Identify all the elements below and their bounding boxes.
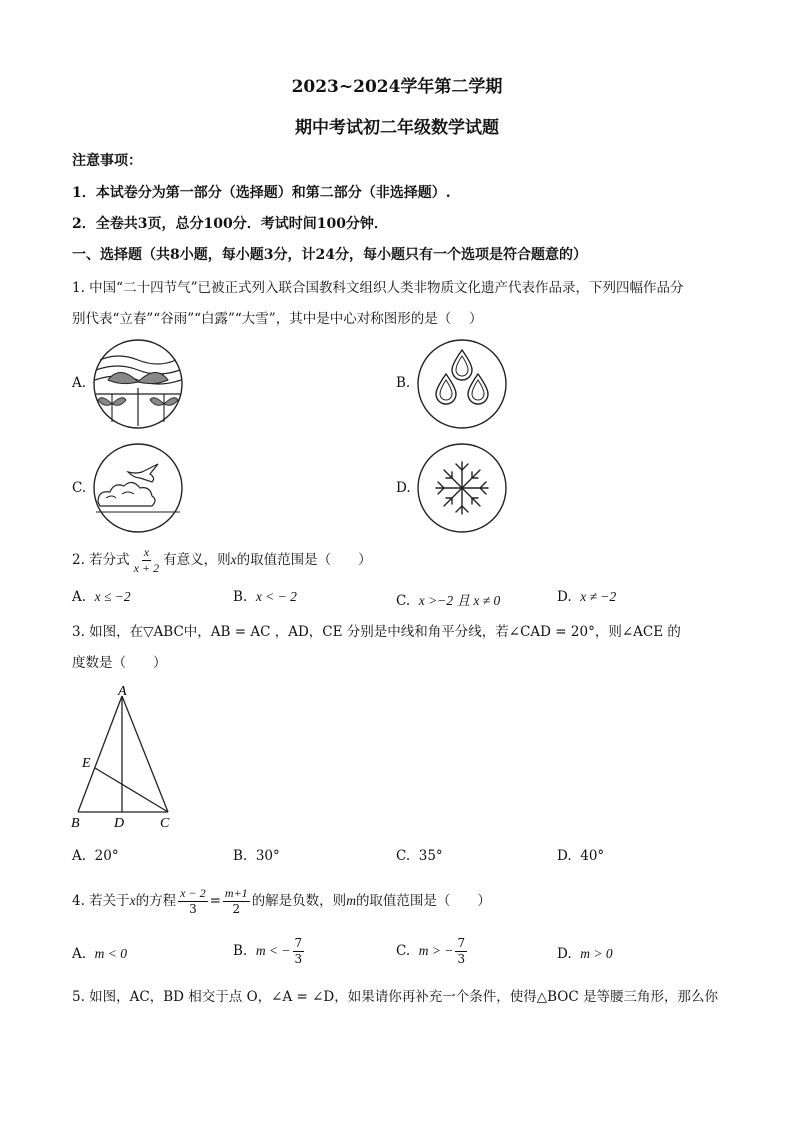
- q4-fraction-1: [178, 886, 207, 917]
- segment-ab: [78, 696, 122, 812]
- notes-heading: 注意事项：: [72, 153, 142, 169]
- q4-fraction-2: [223, 886, 250, 917]
- q1-line2: 别代表“立春”“谷雨”“白露”“大雪”，其中是中心对称图形的是（ ）: [72, 311, 483, 327]
- q3-option-d-text: 40°: [580, 848, 605, 864]
- q1-option-c-label: C.: [72, 480, 87, 496]
- q3-option-c-text: 35°: [418, 848, 443, 864]
- q2-option-a-label: A.: [72, 589, 87, 605]
- label-e: E: [82, 756, 91, 771]
- q2-option-d-label: D.: [557, 589, 572, 605]
- lichun-sprout-icon: [92, 338, 184, 430]
- label-b: B: [71, 816, 80, 831]
- q4-option-d-text: m > 0: [580, 946, 613, 961]
- q4-suffix-b: 的取值范围是（ ）: [355, 893, 491, 909]
- q4-f2-den: 2: [232, 902, 241, 916]
- segment-ce: [95, 768, 168, 812]
- q2-option-c-text: x >−2 且 x ≠ 0: [418, 593, 501, 608]
- q4-option-c-label: C.: [396, 943, 411, 959]
- q3-option-c-label: C.: [396, 848, 411, 864]
- q2-frac-num: x: [143, 545, 150, 559]
- notes-item-1: 1．本试卷分为第一部分（选择题）和第二部分（非选择题）.: [72, 185, 451, 201]
- q3-option-c: [396, 848, 443, 864]
- q2-option-d-text: x ≠ −2: [580, 589, 617, 604]
- q4-option-d: [557, 946, 613, 962]
- q4-option-a-label: A.: [72, 946, 87, 962]
- q4-option-d-label: D.: [557, 946, 572, 962]
- q3-line2: 度数是（ ）: [72, 655, 167, 671]
- q2-option-b: [233, 589, 297, 605]
- section-1-heading: 一、选择题（共8小题，每小题3分，计24分，每小题只有一个选项是符合题意的）: [72, 247, 587, 263]
- q4-f1-den: 3: [189, 902, 197, 916]
- label-c: C: [160, 816, 170, 831]
- q2-var: x: [230, 552, 237, 567]
- guyu-raindrops-icon: [416, 338, 508, 430]
- q5-line1: 5. 如图，AC，BD 相交于点 O，∠A = ∠D，如果请你再补充一个条件，使得△BOC 是等腰三角形，那么你: [72, 989, 718, 1005]
- q4-equals: =: [209, 893, 221, 909]
- q4-option-a: [72, 946, 127, 962]
- segment-ac: [122, 696, 168, 812]
- q2-option-b-label: B.: [233, 589, 248, 605]
- q2-option-d: [557, 589, 616, 605]
- q4-var-x: x: [129, 893, 136, 908]
- q2-stem: [72, 545, 372, 576]
- q2-prefix: 2. 若分式: [72, 552, 130, 568]
- notes-item-2: 2．全卷共3页，总分100分．考试时间100分钟．: [72, 216, 388, 232]
- q4-mid: 的方程: [135, 893, 177, 909]
- q3-option-b: [233, 848, 280, 864]
- q2-option-c-label: C.: [396, 593, 411, 609]
- q4-option-c-text: m > −: [418, 943, 454, 958]
- q4-option-b-label: B.: [233, 943, 248, 959]
- q3-option-a-label: A.: [72, 848, 87, 864]
- q3-option-d-label: D.: [557, 848, 572, 864]
- label-a: A: [118, 684, 127, 699]
- q4-option-b: [233, 936, 306, 967]
- q3-line1: 3. 如图，在▽ABC中，AB = AC ，AD，CE 分别是中线和角平分线，若∠CAD = 20°，则∠ACE 的: [72, 624, 681, 640]
- q1-line1: 1. 中国“二十四节气”已被正式列入联合国教科文组织人类非物质文化遗产代表作品录，下列四幅作品分: [72, 280, 684, 296]
- bailu-bird-cloud-icon: [92, 442, 184, 534]
- q4-option-b-frac: $\frac{7}{3}$: [294, 936, 303, 966]
- exam-title-line2: 期中考试初二年级数学试题: [295, 118, 499, 138]
- q4-f2-num: m+1: [224, 886, 248, 900]
- q2-option-c: [396, 589, 500, 609]
- q3-option-a-text: 20°: [94, 848, 119, 864]
- label-d: D: [114, 816, 125, 831]
- q4-option-b-text: m < −: [255, 943, 291, 958]
- q4-option-c-frac: $\frac{7}{3}$: [457, 936, 466, 966]
- q2-suffix-a: 有意义，则: [163, 552, 231, 568]
- q4-f1-num: x − 2: [180, 886, 206, 900]
- q1-option-a-label: A.: [72, 375, 87, 391]
- q4-prefix: 4. 若关于: [72, 893, 130, 909]
- q1-option-b-label: B.: [396, 375, 411, 391]
- q2-fraction: [132, 545, 161, 576]
- q2-option-b-text: x < − 2: [255, 589, 297, 604]
- q2-option-a-text: x ≤ −2: [94, 589, 131, 604]
- daxue-snowflake-icon: [416, 442, 508, 534]
- q2-frac-den: x + 2: [133, 561, 160, 575]
- q4-stem: [72, 886, 491, 917]
- q2-suffix-b: 的取值范围是（ ）: [236, 552, 372, 568]
- exam-title-line1: 2023~2024学年第二学期: [291, 77, 503, 97]
- q3-triangle-figure: [70, 682, 190, 832]
- q2-option-a: [72, 589, 131, 605]
- q3-option-b-text: 30°: [255, 848, 280, 864]
- q3-option-a: [72, 848, 119, 864]
- q4-var-m: m: [346, 893, 356, 908]
- q3-option-d: [557, 848, 604, 864]
- q1-option-d-label: D.: [396, 480, 411, 496]
- q4-option-c: [396, 936, 469, 967]
- q3-option-b-label: B.: [233, 848, 248, 864]
- q4-option-a-text: m < 0: [94, 946, 127, 961]
- q4-suffix-a: 的解是负数，则: [251, 893, 347, 909]
